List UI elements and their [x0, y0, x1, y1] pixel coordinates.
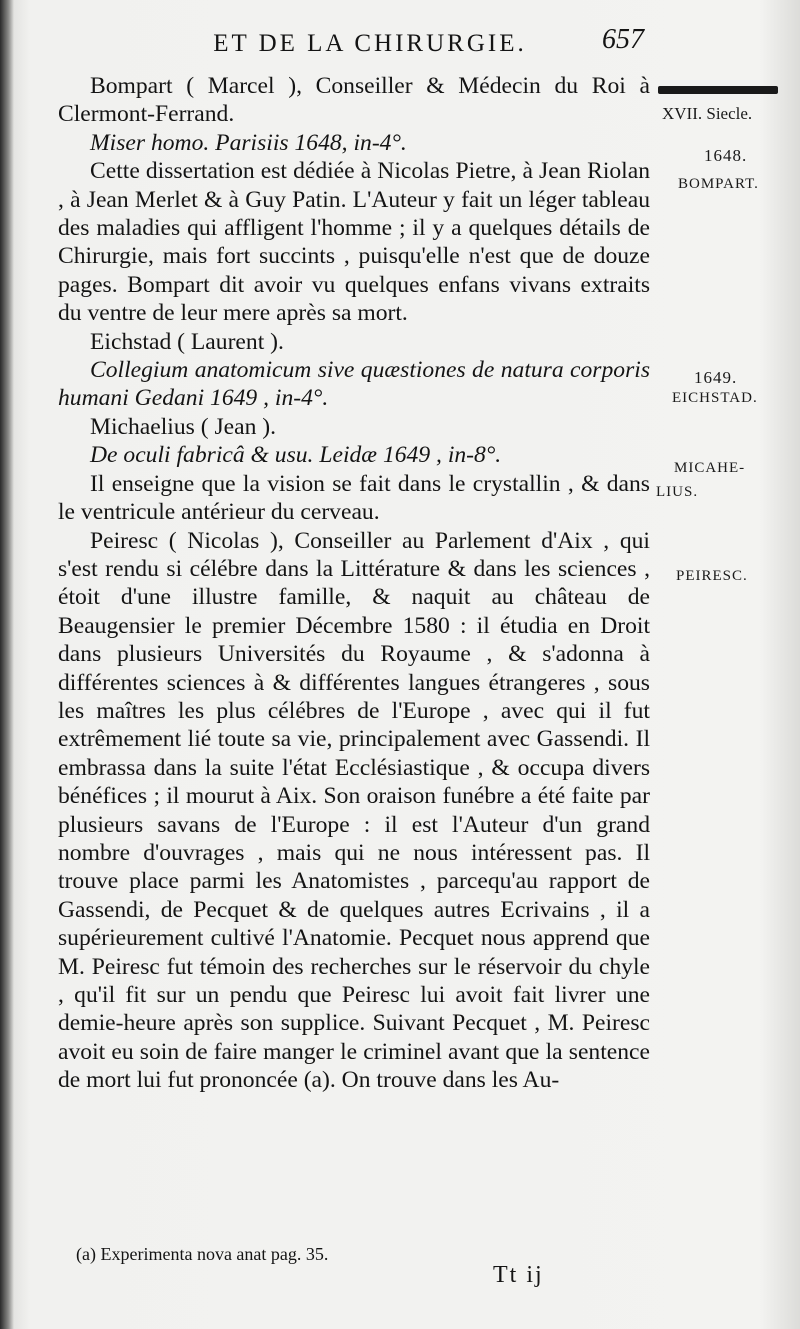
- para-michaelius: Il enseigne que la vision se fait dans le crystallin , & dans le ventricule antérieur du cerveau.: [58, 470, 650, 526]
- title-de-oculi: De oculi fabricâ & usu. Leidæ 1649 , in-8°.: [90, 442, 502, 469]
- para-peiresc: Peiresc ( Nicolas ), Conseiller au Parlement d'Aix , qui s'est rendu si célébre dans la Littérature & dans les sciences , étoit d'une illustre famille, & naquit au château de Beaugensier le premier Décembre 1580 : il étudia en Droit dans plusieurs Universités du Royaume , & s'adonna à différentes sciences à & différentes langues étrangeres , sous les maîtres les plus célébres de l'Europe , avec qui il fut extrêmement lié toute sa vie, principalement avec Gassendi. Il embrassa dans la suite l'état Ecclésiastique , & occupa divers bénéfices ; il mourut à Aix. Son oraison funébre a été faite par plusieurs savans de l'Europe : il est l'Auteur d'un grand nombre d'ouvrages , mais qui ne nous intéressent pas. Il trouve place parmi les Anatomistes , parcequ'au rapport de Gassendi, de Pecquet & de quelques autres Ecrivains , il a supérieurement cultivé l'Anatomie. Pecquet nous apprend que M. Peiresc fut témoin des recherches sur le réservoir du chyle , qu'il fit sur un pendu que Peiresc lui avoit fait livrer une demie-heure après son supplice. Suivant Pecquet , M. Peiresc avoit eu soin de faire manger le criminel avant que la sentence de mort lui fut prononcée (a). On trouve dans les Au-: [58, 527, 650, 1094]
- page-number: 657: [602, 24, 644, 55]
- entry-michaelius: Michaelius ( Jean ).: [90, 413, 277, 440]
- title-collegium-anatomicum: Collegium anatomicum sive quæstiones de natura corporis humani Gedani 1649 , in-4°.: [58, 357, 650, 412]
- margin-note-bompart: BOMPART.: [678, 176, 759, 192]
- title-miser-homo: Miser homo. Parisiis 1648, in-4°.: [90, 129, 407, 156]
- margin-note-peiresc: PEIRESC.: [676, 568, 748, 584]
- margin-note-year-1648: 1648.: [704, 146, 748, 165]
- signature-mark: Tt ij: [493, 1262, 544, 1288]
- para-bompart: Cette dissertation est dédiée à Nicolas Pietre, à Jean Riolan , à Jean Merlet & à Guy Patin. L'Auteur y fait un léger tableau des maladies qui affligent l'homme ; il y a quelques détails de Chirurgie, mais fort succints , puisqu'elle n'est que de douze pages. Bompart dit avoir vu quelques enfans vivans extraits du ventre de leur mere après sa mort.: [58, 158, 650, 327]
- binding-shadow: [0, 0, 14, 1329]
- margin-note-eichstad: EICHSTAD.: [672, 390, 758, 406]
- entry-eichstad: Eichstad ( Laurent ).: [90, 328, 284, 355]
- margin-rule: [658, 86, 778, 94]
- margin-note-year-1649: 1649.: [694, 368, 738, 387]
- margin-note-michaelius-1: MICAHE-: [674, 460, 746, 476]
- footnote: (a) Experimenta nova anat pag. 35.: [76, 1244, 329, 1264]
- main-text: [58, 72, 650, 1095]
- margin-century: XVII. Siecle.: [662, 104, 753, 123]
- entry-bompart: Bompart ( Marcel ), Conseiller & Médecin du Roi à Clermont-Ferrand.: [58, 73, 650, 128]
- margin-note-michaelius-2: LIUS.: [656, 484, 699, 500]
- running-title: ET DE LA CHIRURGIE.: [213, 30, 527, 57]
